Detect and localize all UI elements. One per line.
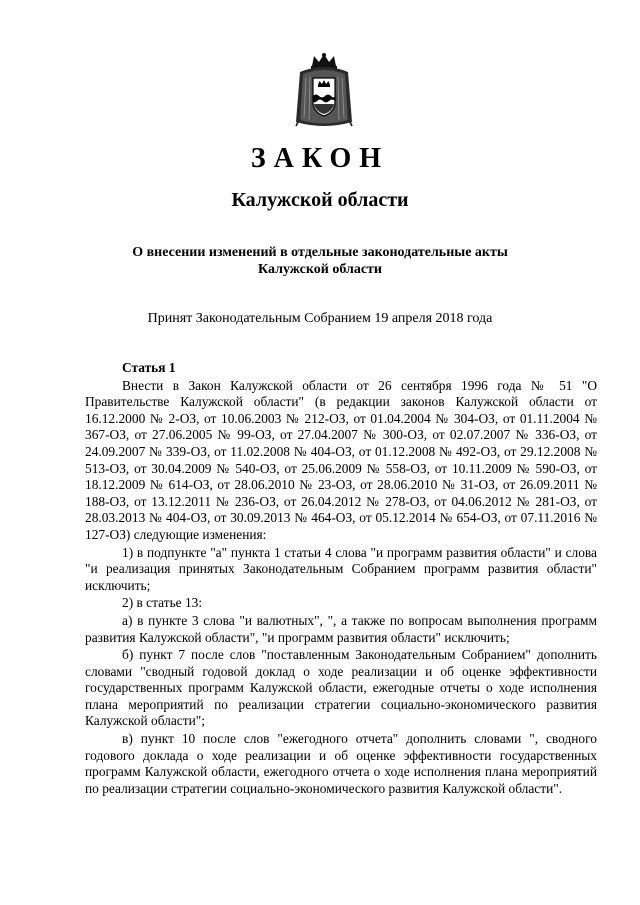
- document-body: [85, 360, 597, 797]
- paragraph: 1) в подпункте "а" пункта 1 статьи 4 слова "и программ развития области" и слова "и реализация принятых Законодательным Собранием программ развития области" исключить;: [85, 544, 597, 593]
- adoption-line: Принят Законодательным Собранием 19 апреля 2018 года: [147, 311, 493, 326]
- document-title: ЗАКОН: [250, 143, 390, 174]
- paragraph: б) пункт 7 после слов "поставленным Законодательным Собранием" дополнить словами "сводный годовой доклад о ходе реализации и об оценке эффективности государственных программ Калужской области, ежегодные отчеты о ходе исполнения плана мероприятий по реализации стратегии социально-экономического развития Калужской области";: [85, 647, 597, 729]
- paragraph: Внести в Закон Калужской области от 26 сентября 1996 года № 51 "О Правительстве Калужской области" (в редакции законов Калужской области от 16.12.2000 № 2-ОЗ, от 10.06.2003 № 212-ОЗ, от 01.04.2004 № 304-ОЗ, от 01.11.2004 № 367-ОЗ, от 27.06.2005 № 99-ОЗ, от 27.04.2007 № 300-ОЗ, от 02.07.2007 № 336-ОЗ, от 24.09.2007 № 339-ОЗ, от 11.02.2008 № 404-ОЗ, от 01.12.2008 № 492-ОЗ, от 29.12.2008 № 513-ОЗ, от 30.04.2009 № 540-ОЗ, от 25.06.2009 № 558-ОЗ, от 10.11.2009 № 590-ОЗ, от 18.12.2009 № 614-ОЗ, от 28.06.2010 № 23-ОЗ, от 28.06.2010 № 31-ОЗ, от 26.09.2011 № 188-ОЗ, от 13.12.2011 № 236-ОЗ, от 26.04.2012 № 278-ОЗ, от 04.06.2012 № 281-ОЗ, от 28.03.2013 № 404-ОЗ, от 30.09.2013 № 464-ОЗ, от 05.12.2014 № 654-ОЗ, от 07.11.2016 № 127-ОЗ) следующие изменения:: [85, 377, 597, 542]
- paragraph: 2) в статье 13:: [122, 595, 203, 611]
- coat-of-arms-icon: [294, 52, 354, 128]
- subject-line-2: Калужской области: [258, 262, 382, 277]
- document-subject: [0, 244, 640, 278]
- paragraph: а) в пункте 3 слова "и валютных", ", а также по вопросам выполнения программ развития Калужской области", "и программ развития области" исключить;: [85, 612, 597, 645]
- article-heading: Статья 1: [122, 360, 176, 375]
- subject-line-1: О внесении изменений в отдельные законодательные акты: [132, 245, 508, 260]
- document-region: Калужской области: [231, 189, 409, 211]
- paragraph: в) пункт 10 после слов "ежегодного отчета" дополнить словами ", сводного годового доклада о ходе реализации и об оценке эффективности государственных программ Калужской области, ежегодного отчета о ходе исполнения плана мероприятий по реализации стратегии социально-экономического развития Калужской области".: [85, 731, 597, 796]
